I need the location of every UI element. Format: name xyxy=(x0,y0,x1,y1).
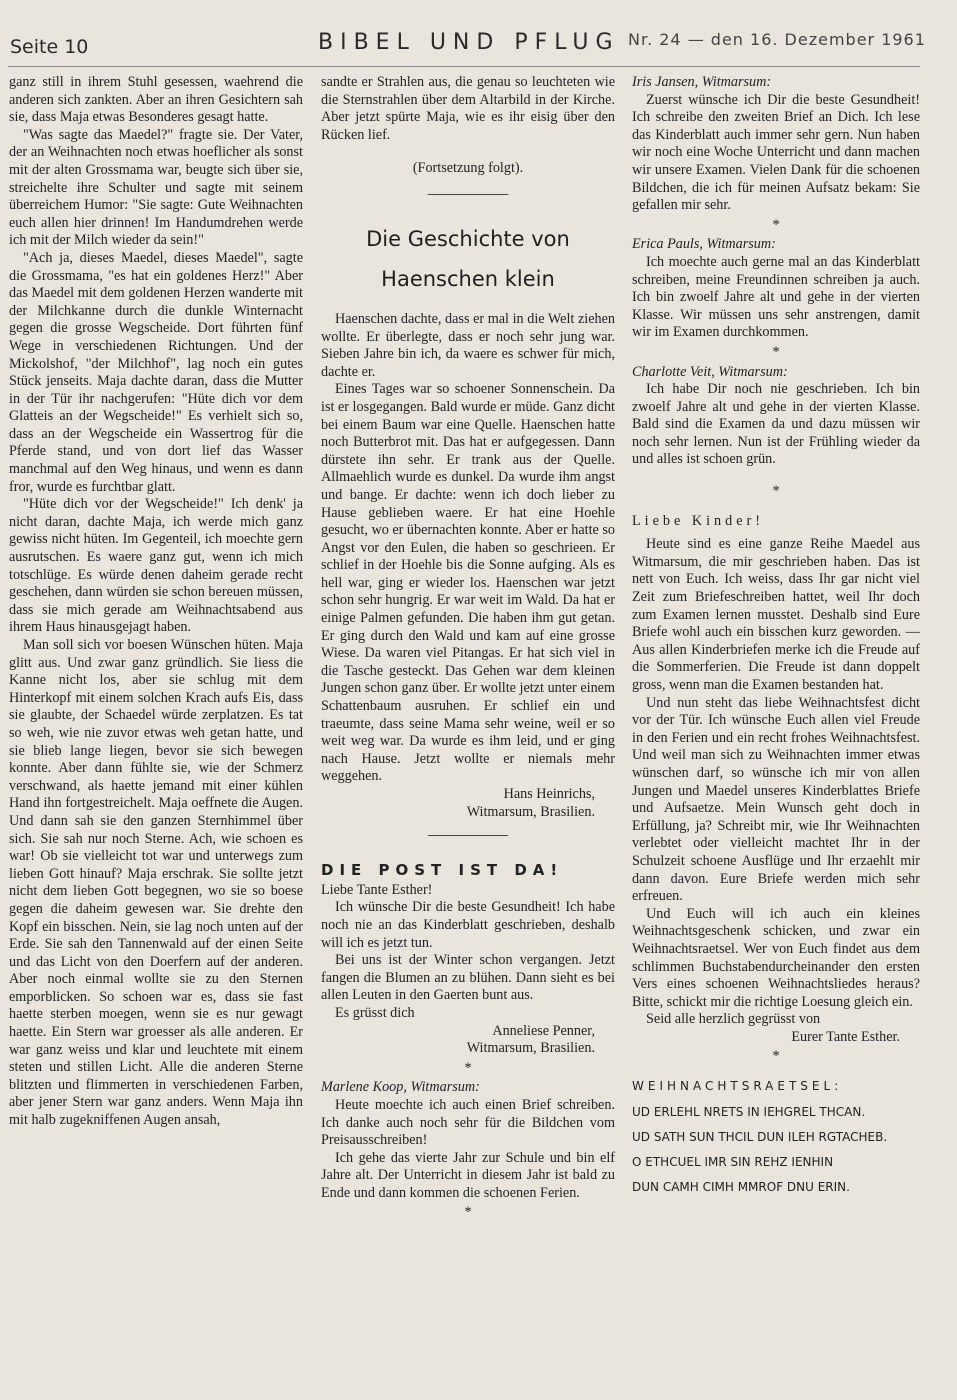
star-divider: * xyxy=(772,1048,780,1065)
paragraph: "Hüte dich vor der Wegscheide!" Ich denk' ja nicht daran, dachte Maja, ich werde mich ganz gewiss nicht hüten. Im Gegenteil, ich moechte gern ausrutschen. Es waere ganz gut, wenn ich mich totschlüge. Es würde denen daheim gerade recht geschehen, dann würden sie schon bereuen müssen, dass sie mich gerade am Weihnachtsabend aus ihrem Haus hinausgejagt haben. xyxy=(9,496,303,636)
column-2 xyxy=(321,74,615,1224)
paragraph: Und Euch will ich auch ein kleines Weihnachtsgeschenk schicken, und zwar ein Weihnachtsraetsel. Wer von Euch findet aus dem schlimmen Buchstabendurcheinander den ersten Vers eines schoenen Weihnachtsliedes heraus? Bitte, schickt mir die richtige Loesung gleich ein. xyxy=(632,905,920,1010)
paragraph: Ich habe Dir noch nie geschrieben. Ich bin zwoelf Jahre alt und gehe in der vierten Klasse. Bald sind die Examen da und dazu müssen wir noch sehr lernen. Nun ist der Frühling wieder da und alles ist schoen grün. xyxy=(632,381,920,468)
riddle-line: O ETHCUEL IMR SIN REHZ IENHIN xyxy=(632,1154,834,1169)
star-divider: * xyxy=(464,1204,472,1221)
paragraph: Ich wünsche Dir die beste Gesundheit! Ich habe noch nie an das Kinderblatt geschrieben, deshalb will ich es jetzt tun. xyxy=(321,899,615,951)
page-number: Seite 10 xyxy=(10,36,89,58)
story-author: Hans Heinrichs, xyxy=(503,786,595,802)
star-divider: * xyxy=(772,216,780,233)
paragraph: Heute moechte ich auch einen Brief schreiben. Ich danke auch noch sehr für die Bildchen vom Preisausschreiben! xyxy=(321,1096,615,1149)
paragraph: "Ach ja, dieses Maedel, dieses Maedel", sagte die Grossmama, "es hat ein goldenes Herz!" Aber das Maedel mit dem goldenen Herzen wanderte mit der Milchkanne durch die dunkle Winternacht gegen die grosse Wegscheide. Dort führten fünf Wege in verschiedenen Richtungen. Und der Mickolshof, "der Milchhof", lag noch ein gutes Stück jenseits. Maja dachte daran, dass die Mutter in der Tür ihr nachgerufen: "Hüte dich vor dem Glatteis an der Wegscheide!" Es verhielt sich so, dass an der Wegscheide ein Wassertrog für die Pferde stand, und von dort lief das Wasser manchmal auf den Weg hinaus, und wenn es dann fror, wurde es furchtbar glatt. xyxy=(9,249,303,495)
riddle-line: UD SATH SUN THCIL DUN ILEH RGTACHEB. xyxy=(632,1129,888,1144)
letter-author: Anneliese Penner, xyxy=(492,1022,595,1039)
paragraph: Es grüsst dich xyxy=(335,1004,415,1021)
column-3 xyxy=(632,74,920,1200)
header-rule xyxy=(8,66,920,67)
letter-header: Marlene Koop, Witmarsum: xyxy=(321,1079,480,1096)
newspaper-title: BIBEL UND PFLUG xyxy=(318,30,620,55)
paragraph: Ich moechte auch gerne mal an das Kinderblatt schreiben, meine Freundinnen schreiben ja auch. Ich bin zwoelf Jahre alt und gehe in der vierten Klasse. Wir müssen uns sehr anstrengen, damit wir im Examen durchkommen. xyxy=(632,253,920,341)
riddle-line: UD ERLEHL NRETS IN IEHGREL THCAN. xyxy=(632,1104,866,1119)
letter-salutation: Liebe Tante Esther! xyxy=(321,881,433,898)
continued-note: (Fortsetzung folgt). xyxy=(412,160,524,177)
riddle-lines xyxy=(632,1100,920,1200)
paragraph: ganz still in ihrem Stuhl gesessen, waehrend die anderen sich zankten. Aber an ihren Gesichtern sah sie, dass Maja etwas Besonderes gesagt hatte. xyxy=(9,74,303,126)
paragraph: Ich gehe das vierte Jahr zur Schule und bin elf Jahre alt. Der Unterricht in diesem Jahr ist bald zu Ende und dann kommen die schoenen Ferien. xyxy=(321,1149,615,1201)
paragraph: Heute sind es eine ganze Reihe Maedel aus Witmarsum, die mir geschrieben haben. Das ist nett von Euch. Ich weiss, dass Ihr gar nicht viel Zeit zum Briefeschreiben hattet, weil Ihr doch zum Examen lernen musstet. Deshalb sind Eure Briefe wohl auch ein bisschen kurz geworden. — Aus allen Kinderbriefen merke ich die Freude auf die Sommerferien. Die Freude ist dann doppelt gross, wenn man die Examen bestanden hat. xyxy=(632,536,920,693)
star-divider: * xyxy=(772,343,780,360)
paragraph: Man soll sich vor boesen Wünschen hüten. Maja glitt aus. Und zwar ganz gründlich. Sie liess die Kanne nicht los, aber sie schlug mit dem Hinterkopf mit einem solchen Krach aufs Eis, dass sie glaubte, der Schaedel würde zerplatzen. Es tat so weh, wie nie zuvor etwas weh getan hatte, und sie blieb lange liegen, bevor sie sich bewegen konnte. Aber dann fühlte sie, wie der Schmerz verschwand, als haette jemand mit einer kühlen Hand ihn fortgestreichelt. Maja oeffnete die Augen. Und dann sah sie den ganzen Sternhimmel über sich. Sie sah nur noch Sterne. Ach, wie schoen es war! Ob sie vielleicht tot war und unterwegs zum lieben Gott hinauf? Maja erschrak. Sie sollte jetzt nicht dem lieben Gott begegnen, wo sie so boese gegen die daheim gewesen war. Sie drehte den Kopf ein bisschen. Nein, sie lag noch unten auf der Erde. Sie sah den Tannenwald auf der einen Seite und das Licht von den Doerfern auf der anderen. Aber noch einmal wollte sie zu den Sternen emporblicken. So schoen war es, dass sie fast haette sterben moegen, wenn sie es nur gewagt haette. Ein Stern war groesser als alle anderen. Er war ganz weiss und klar und leuchtete mit einem steten und stillen Licht. Alle die anderen Sterne blitzten und flimmerten in verschiedenen Farben, aber jener Stern war ganz anders. Wenn Maja ihn mit halb zugekniffenen Augen ansah, xyxy=(9,637,303,1129)
paragraph: Seid alle herzlich gegrüsst von xyxy=(646,1011,821,1028)
reply-salutation: Liebe Kinder! xyxy=(632,512,764,529)
story-continuation: sandte er Strahlen aus, die genau so leuchteten wie die Sternstrahlen über dem Altarbild in der Kirche. Aber jetzt spürte Maja, wie es ihr eisig über den Rücken lief. xyxy=(321,74,615,143)
star-divider: * xyxy=(464,1059,472,1076)
paragraph: Und nun steht das liebe Weihnachtsfest dicht vor der Tür. Ich wünsche Euch allen viel Freude in den Ferien und ein recht frohes Weihnachtsfest. Und weil man sich zu Weihnachten immer etwas wünschen darf, so wünsche ich mir von allen Jungen und Maedel unseres Kinderblattes Briefe und Aufsaetze. Mein Wunsch geht doch in Erfüllung, ja? Schreibt mir, wie Ihr Weihnachten verlebtet oder vielleicht machtet Ihr in der Schulzeit schoene Ausflüge und Ihr erzaehlt mir dann davon. Eure Briefe werden mich sehr erfreuen. xyxy=(632,694,920,905)
issue-date: Nr. 24 — den 16. Dezember 1961 xyxy=(628,30,926,49)
page-header xyxy=(0,0,957,72)
paragraph: Eines Tages war so schoener Sonnenschein. Da ist er losgegangen. Bald wurde er müde. Ganz dicht bei einem Baum war eine Quelle. Haenschen hatte noch Butterbrot mit. Das hat er aufgegessen. Dann dürstete ihn sehr. Er trank aus der Quelle. Allmaehlich wurde es dunkel. Da wurde ihm angst und bange. Er dachte: wenn ich doch lieber zu Hause geblieben waere. Er hat eine Hoehle gesucht, wo er übernachten konnte. Aber er hatte so Angst vor den Eulen, die haben so geschrieen. Er schlief in der Hoehle bis die Sonne aufging. Als es hell war, ging er wieder los. Haenschen war jetzt schon sehr hungrig. Er war weit im Wald. Da hat er einige Palmen gefunden. Die haben ihm gut getan. Er ging durch den Wald und kam auf eine grosse Wiese. Da waren viel Pitangas. Er hat sich viel in die Tasche gesteckt. Das Gehen war dem kleinen Jungen schon ganz über. Er wollte jetzt unter einem Schattenbaum ausruhen. Er schlief ein und traeumte, dass seine Mama sehr weine, weil er so weit weg war. Da wurde es ihm leid, und er ging nach Hause. Jetzt wollte er niemals mehr weggehen. xyxy=(321,381,615,785)
paragraph: "Was sagte das Maedel?" fragte sie. Der Vater, der an Weihnachten noch etwas hoeflicher als sonst mit der alten Grossmama war, beugte sich über sie, streichelte ihre Schulter und sagte mit seinem überreichem Humor: "Sie sagte: Gute Weihnachten euch allen hier drinnen! Im Handumdrehen werde ich mit der Milch wieder da sein!" xyxy=(9,126,303,249)
star-divider: * xyxy=(772,483,780,500)
letter-header: Charlotte Veit, Witmarsum: xyxy=(632,363,788,380)
story-place: Witmarsum, Brasilien. xyxy=(466,803,595,820)
story-title-line: Haenschen klein xyxy=(381,266,555,291)
paragraph: Bei uns ist der Winter schon vergangen. Jetzt fangen die Blumen an zu blühen. Dann sieht es bei allen Leuten in den Gaerten bunt aus. xyxy=(321,952,615,1004)
story-title-line: Die Geschichte von xyxy=(366,226,570,251)
story-title xyxy=(321,219,615,299)
riddle-title: WEIHNACHTSRAETSEL: xyxy=(632,1079,843,1094)
column-1 xyxy=(9,74,303,1130)
separator-rule xyxy=(428,835,508,836)
paragraph: Zuerst wünsche ich Dir die beste Gesundheit! Ich schreibe den zweiten Brief an Dich. Ich lese das Kinderblatt auch immer sehr gern. Nun haben wir noch eine Woche Unterricht und dann machen wir unsere Examen. Vielen Dank für die schoenen Bildchen, die ich für meinen Aufsatz bekam: Sie gefallen mir sehr. xyxy=(632,91,920,214)
reply-signature: Eurer Tante Esther. xyxy=(791,1028,900,1045)
letter-header: Iris Jansen, Witmarsum: xyxy=(632,74,772,90)
section-heading: DIE POST IST DA! xyxy=(321,861,564,880)
separator-rule xyxy=(428,194,508,195)
paragraph: Haenschen dachte, dass er mal in die Welt ziehen wollte. Er überlegte, dass er noch sehr jung war. Sieben Jahre bin ich, da waere es schwer für mich, dachte er. xyxy=(321,310,615,380)
letter-place: Witmarsum, Brasilien. xyxy=(466,1040,595,1057)
riddle-line: DUN CAMH CIMH MMROF DNU ERIN. xyxy=(632,1179,850,1194)
letter-header: Erica Pauls, Witmarsum: xyxy=(632,236,776,253)
